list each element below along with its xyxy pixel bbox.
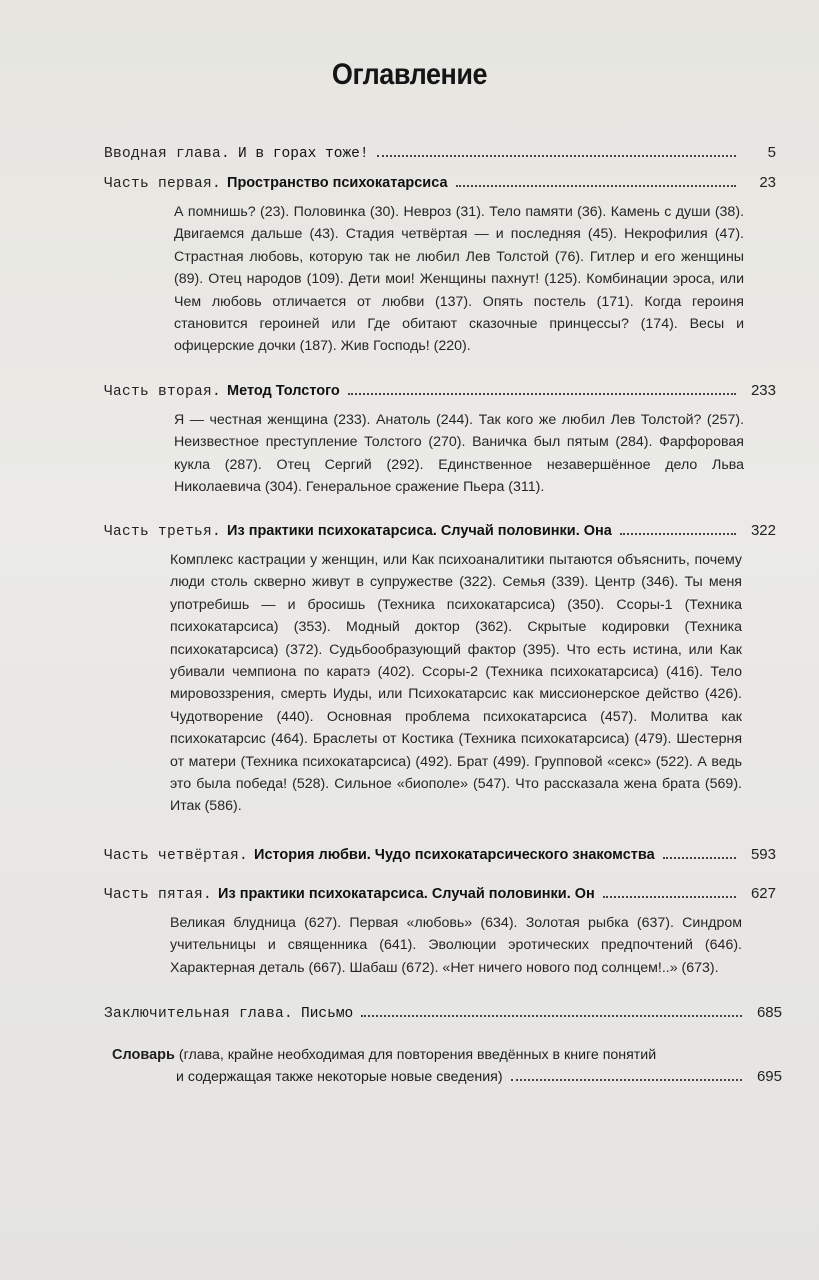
entry-label: Часть первая. [104, 176, 222, 192]
entry-title: История любви. Чудо психокатарсического знакомства [254, 847, 655, 863]
entry-title: Из практики психокатарсиса. Случай половинки. Она [227, 523, 612, 539]
entry-label: Часть пятая. [104, 887, 213, 903]
toc-entry-intro[interactable] [104, 143, 776, 164]
toc-entry-part1[interactable] [104, 173, 776, 358]
dot-leader [456, 173, 736, 187]
toc-entry-final[interactable] [104, 1003, 782, 1024]
glossary-line-2 [112, 1066, 782, 1088]
entry-page: 23 [759, 174, 776, 191]
entry-page: 695 [756, 1068, 782, 1085]
entry-page: 233 [750, 382, 776, 399]
entry-page: 5 [767, 144, 776, 161]
toc-entry-part5[interactable] [104, 884, 776, 979]
toc-entry-glossary[interactable] [112, 1045, 782, 1088]
glossary-subtitle-1: (глава, крайне необходимая для повторения введённых в книге понятий [178, 1047, 657, 1063]
entry-description: Великая блудница (627). Первая «любовь» (634). Золотая рыбка (637). Синдром учительницы и священника (641). Эволюции эротических предпочтений (646). Характерная деталь (667). Шабаш (672). «Нет ничего нового под солнцем!..» (673). [170, 915, 742, 976]
entry-page: 593 [750, 846, 776, 863]
entry-description: Комплекс кастрации у женщин, или Как психоаналитики пытаются объяснить, почему люди столь скверно живут в супружестве (322). Семья (339). Центр (346). Ты меня употребишь — и бросишь (Техника психокатарсиса) (350). Ссоры-1 (Техника психокатарсиса) (353). Модный доктор (362). Скрытые кодировки (Техника психокатарсиса) (372). Судьбообразующий фактор (395). Что есть истина, или Как убивали чемпиона по каратэ (402). Ссоры-2 (Техника психокатарсиса) (416). Тело мировоззрения, смерть Иуды, или Психокатарсис как миссионерское действо (426). Чудотворение (440). Основная проблема психокатарсиса (457). Молитва как психокатарсис (464). Браслеты от Костика (Техника психокатарсиса) (479). Шестерня от матери (Техника психокатарсиса) (492). Брат (499). Групповой «секс» (522). А ведь это была победа! (528). Сильное «биополе» (547). Что рассказала жена брата (569). Итак (586). [170, 552, 742, 815]
dot-leader [348, 381, 736, 395]
entry-title: Метод Толстого [227, 383, 340, 399]
entry-label: Часть вторая. [104, 384, 222, 400]
dot-leader [620, 521, 736, 535]
entry-description: А помнишь? (23). Половинка (30). Невроз (31). Тело памяти (36). Камень с души (38). Двигаемся дальше (43). Стадия четвёртая — и последняя (45). Некрофилия (47). Страстная любовь, которую так не любил Лев Толстой (76). Гитлер и его женщины (89). Отец народов (109). Дети мои! Женщины пахнут! (125). Комбинации эроса, или Чем любовь отличается от любви (137). Опять постель (171). Когда героиня становится героиней или Где обитают сказочные принцессы? (174). Весы и офицерские дочки (187). Жив Господь! (220). [174, 204, 744, 355]
entry-title: Пространство психокатарсиса [227, 175, 448, 191]
entry-description: Я — честная женщина (233). Анатоль (244). Так кого же любил Лев Толстой? (257). Неизвестное преступление Толстого (270). Ваничка был пятым (284). Фарфоровая кукла (287). Отец Сергий (292). Единственное незавершённое дело Льва Николаевича (304). Генеральное сражение Пьера (311). [174, 412, 744, 496]
entry-label: Часть четвёртая. [104, 848, 249, 864]
dot-leader [361, 1003, 742, 1017]
glossary-line-1 [112, 1045, 782, 1066]
dot-leader [663, 845, 736, 859]
toc-entry-part2[interactable] [104, 381, 776, 499]
dot-leader [377, 143, 736, 157]
glossary-label: Словарь [112, 1047, 175, 1063]
entry-title: Письмо [301, 1006, 354, 1022]
entry-page: 627 [750, 885, 776, 902]
dot-leader [511, 1067, 742, 1081]
glossary-subtitle-2: и содержащая также некоторые новые сведения) [176, 1069, 503, 1085]
entry-label: Вводная глава. [104, 146, 231, 162]
entry-title: И в горах тоже! [238, 146, 369, 162]
toc-entry-part4[interactable] [104, 845, 776, 866]
entry-label: Часть третья. [104, 524, 222, 540]
dot-leader [603, 884, 736, 898]
entry-title: Из практики психокатарсиса. Случай половинки. Он [218, 886, 595, 902]
entry-page: 685 [756, 1004, 782, 1021]
page-title: Оглавление [331, 58, 488, 91]
entry-label: Заключительная глава. [104, 1006, 294, 1022]
entry-page: 322 [750, 522, 776, 539]
toc-entry-part3[interactable] [104, 521, 776, 818]
